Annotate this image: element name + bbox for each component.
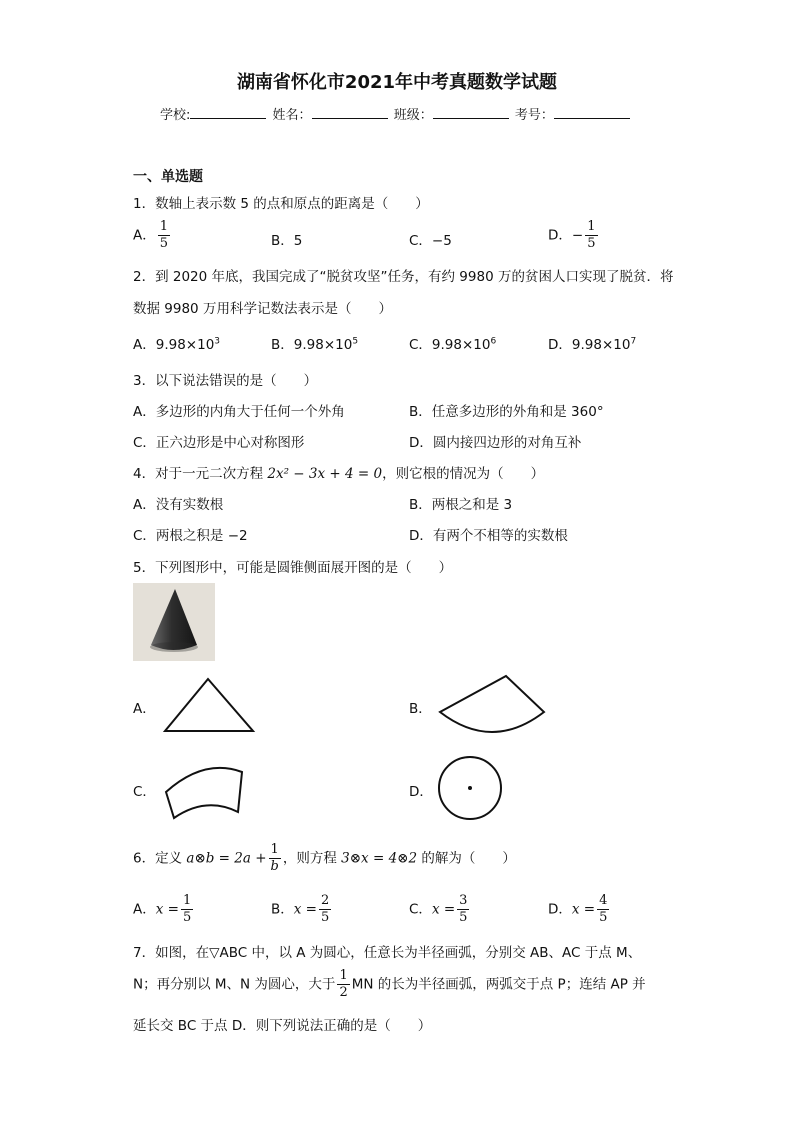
q4-option-d: D．有两个不相等的实数根 xyxy=(409,528,568,544)
fraction-denominator: 5 xyxy=(587,236,596,251)
exponent: 6 xyxy=(490,336,497,347)
q4-option-b: B．两根之和是 3 xyxy=(409,497,513,513)
q1-option-a xyxy=(133,219,172,252)
page-title: 湖南省怀化市2021年中考真题数学试题 xyxy=(236,72,558,93)
q1-option-d-label: D．− xyxy=(548,227,584,244)
q6-definition: a⊗b = 2a + xyxy=(186,850,267,867)
q1-option-d xyxy=(548,219,600,252)
fraction-numerator: 3 xyxy=(459,893,468,908)
q6-option-d-fraction xyxy=(597,893,609,926)
q6-option-b-label: B． xyxy=(271,901,294,918)
annular-sector-figure xyxy=(160,760,250,822)
question-6-text xyxy=(133,842,516,875)
q2-option-d-label: D．9.98×10 xyxy=(548,337,631,353)
question-7-line-1: 7．如图，在▽ABC 中，以 A 为圆心，任意长为半径画弧，分别交 AB、AC 于点 M、 xyxy=(133,945,642,961)
q3-option-c: C．正六边形是中心对称图形 xyxy=(133,435,305,451)
q6-option-c xyxy=(409,893,471,926)
fraction-denominator: 5 xyxy=(459,910,468,925)
question-2-line-2: 数据 9980 万用科学记数法表示是（ ） xyxy=(133,301,392,317)
q2-option-d xyxy=(548,333,636,353)
q5-option-a-label: A． xyxy=(133,701,156,717)
fraction-numerator: 1 xyxy=(159,219,169,234)
number-label: 考号： xyxy=(514,108,554,123)
q3-option-b: B．任意多边形的外角和是 360° xyxy=(409,404,604,420)
fraction-numerator: 1 xyxy=(182,893,192,908)
q6-text-pre: 6．定义 xyxy=(133,850,187,867)
class-label: 班级： xyxy=(393,108,433,123)
name-blank xyxy=(312,106,388,119)
name-label: 姓名： xyxy=(272,108,312,123)
q5-option-c-label: C． xyxy=(133,784,156,800)
fraction-denominator: 5 xyxy=(182,910,192,925)
q6-option-b xyxy=(271,893,333,926)
fraction-denominator: 5 xyxy=(599,910,608,925)
q6-text-post: 的解为（ ） xyxy=(417,850,516,867)
question-7-line-2 xyxy=(133,968,646,1001)
fraction-numerator: 1 xyxy=(339,968,348,983)
q2-option-a-label: A．9.98×10 xyxy=(133,337,215,353)
q6-option-a-fraction xyxy=(181,893,193,926)
question-1-text: 1．数轴上表示数 5 的点和原点的距离是（ ） xyxy=(133,196,429,212)
q4-text-post: ，则它根的情况为（ ） xyxy=(382,466,545,482)
q6-option-a xyxy=(133,893,195,926)
question-4-text xyxy=(133,462,544,482)
q6-option-b-fraction xyxy=(319,893,331,926)
fraction-denominator: 2 xyxy=(339,985,348,1000)
class-blank xyxy=(433,106,509,119)
fraction-denominator: 5 xyxy=(320,910,330,925)
exponent: 3 xyxy=(214,336,221,347)
q6-option-d xyxy=(548,893,611,926)
q6-option-b-var: x = xyxy=(293,901,317,918)
exponent: 5 xyxy=(352,336,359,347)
q2-option-c xyxy=(409,333,496,353)
q6-option-c-label: C． xyxy=(409,901,432,918)
fraction-denominator: b xyxy=(270,859,279,874)
fraction-numerator: 1 xyxy=(270,842,279,857)
q6-option-c-fraction xyxy=(457,893,469,926)
q6-option-a-label: A． xyxy=(133,901,156,918)
cone-icon xyxy=(133,583,215,661)
q6-text-mid: ，则方程 xyxy=(282,850,342,867)
q7-line-2-pre: N；再分别以 M、N 为圆心，大于 xyxy=(133,976,336,993)
question-5-text: 5．下列图形中，可能是圆锥侧面展开图的是（ ） xyxy=(133,560,453,576)
section-title: 一、单选题 xyxy=(133,169,203,185)
q1-option-a-fraction xyxy=(158,219,170,252)
sector-figure xyxy=(436,672,548,738)
q6-option-d-var: x = xyxy=(571,901,596,918)
cone-photo xyxy=(133,583,215,661)
q1-option-c: C．−5 xyxy=(409,233,452,249)
school-label: 学校: xyxy=(160,108,191,123)
circle-figure xyxy=(436,754,506,824)
triangle-figure xyxy=(160,675,260,737)
q5-option-d-label: D． xyxy=(409,784,433,800)
question-7-line-3: 延长交 BC 于点 D．则下列说法正确的是（ ） xyxy=(133,1018,432,1034)
q5-option-b-label: B． xyxy=(409,701,432,717)
fraction-numerator: 2 xyxy=(320,893,330,908)
fraction-denominator: 5 xyxy=(159,236,169,251)
q2-option-b xyxy=(271,333,358,353)
q2-option-c-label: C．9.98×10 xyxy=(409,337,491,353)
q4-equation: 2x² − 3x + 4 = 0 xyxy=(267,466,383,482)
q3-option-d: D．圆内接四边形的对角互补 xyxy=(409,435,582,451)
student-info-line xyxy=(160,104,632,123)
q1-option-a-label: A． xyxy=(133,227,156,244)
fraction-numerator: 4 xyxy=(599,893,608,908)
q2-option-a xyxy=(133,333,220,353)
q6-option-d-label: D． xyxy=(548,901,572,918)
exponent: 7 xyxy=(630,336,637,347)
q6-option-a-var: x = xyxy=(155,901,179,918)
q2-option-b-label: B．9.98×10 xyxy=(271,337,353,353)
q7-line-2-post: MN 的长为半径画弧，两弧交于点 P；连结 AP 并 xyxy=(351,976,646,993)
q4-text-pre: 4．对于一元二次方程 xyxy=(133,466,268,482)
q6-definition-fraction xyxy=(269,842,281,875)
q3-option-a: A．多边形的内角大于任何一个外角 xyxy=(133,404,345,420)
fraction-numerator: 1 xyxy=(587,219,596,234)
q7-fraction xyxy=(337,968,349,1001)
q1-option-b: B．5 xyxy=(271,233,303,249)
q6-option-c-var: x = xyxy=(431,901,456,918)
number-blank xyxy=(554,106,630,119)
question-2-line-1: 2．到 2020 年底，我国完成了“脱贫攻坚”任务，有约 9980 万的贫困人口实现了脱贫．将 xyxy=(133,269,674,285)
q4-option-a: A．没有实数根 xyxy=(133,497,224,513)
q6-equation: 3⊗x = 4⊗2 xyxy=(341,850,418,867)
q1-option-d-fraction xyxy=(585,219,597,252)
question-3-text: 3．以下说法错误的是（ ） xyxy=(133,373,318,389)
school-blank xyxy=(190,106,266,119)
q4-option-c: C．两根之积是 −2 xyxy=(133,528,248,544)
